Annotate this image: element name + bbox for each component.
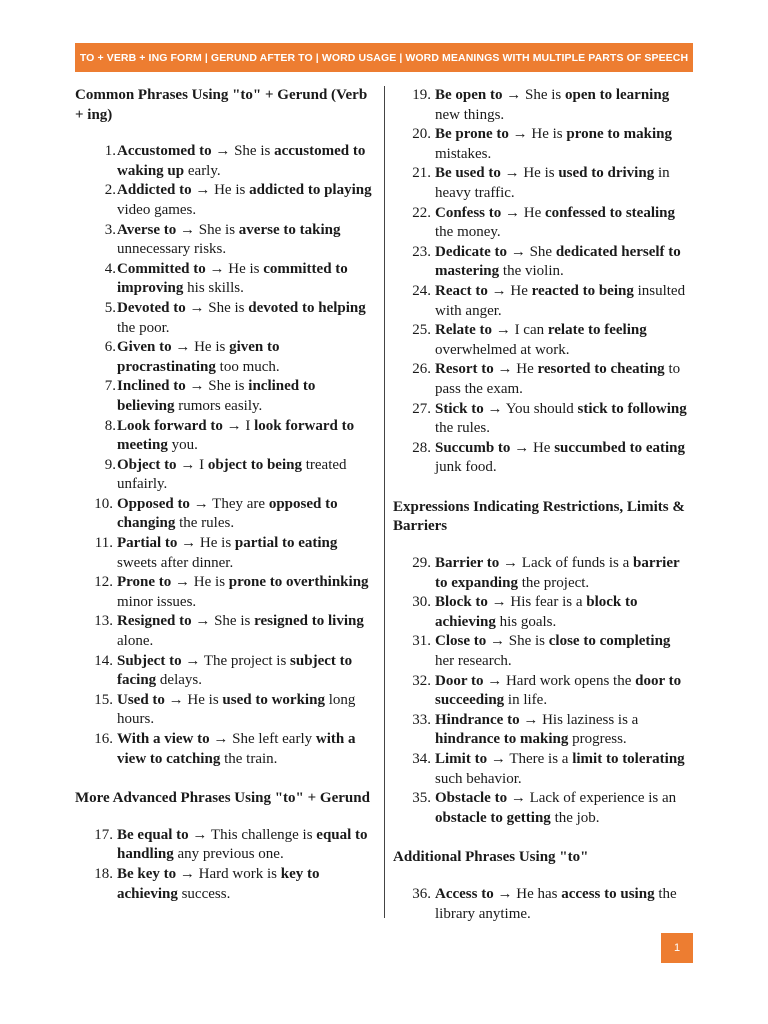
example-prefix: You should — [505, 400, 578, 417]
example-suffix: the library anytime. — [435, 885, 677, 922]
example-prefix: I — [245, 417, 255, 434]
list-item — [393, 439, 693, 478]
arrow-glyph: → — [523, 711, 539, 728]
example-suffix: overwhelmed at work. — [435, 341, 570, 358]
example-highlight: object to being — [207, 456, 302, 473]
example-prefix: The project is — [203, 652, 291, 669]
item-number: 5. — [104, 299, 116, 316]
example-suffix: the project. — [517, 574, 590, 591]
phrase: Barrier to — [435, 555, 500, 572]
item-number: 8. — [104, 417, 116, 434]
arrow-glyph: → — [512, 126, 528, 143]
example-prefix: He is — [194, 339, 230, 356]
example-suffix: insulted with anger. — [435, 282, 686, 319]
example-highlight: opposed to changing — [117, 495, 338, 532]
example-suffix: junk food. — [435, 459, 497, 476]
item-number: 13. — [94, 613, 113, 630]
list-item — [393, 554, 693, 593]
example-highlight: look forward to meeting — [117, 417, 355, 454]
example-suffix: long hours. — [117, 691, 356, 728]
list-item — [75, 691, 375, 730]
example-highlight: averse to taking — [238, 221, 341, 238]
item-number: 34. — [412, 751, 431, 767]
list-restrictions — [393, 554, 693, 828]
phrase: Devoted to — [117, 299, 186, 316]
document-banner: TO + VERB + ING FORM | GERUND AFTER TO | WORD USAGE | WORD MEANINGS WITH MULTIPLE PARTS OF SPEECH — [75, 43, 693, 72]
section-heading-common: Common Phrases Using "to" + Gerund (Verb + ing) — [75, 87, 368, 123]
example-suffix: sweets after dinner. — [117, 554, 234, 571]
arrow-glyph: → — [209, 260, 225, 277]
list-item — [393, 711, 693, 750]
example-prefix: She is — [525, 87, 566, 103]
list-item — [75, 142, 375, 181]
example-prefix: Hard work is — [198, 865, 281, 882]
phrase: Partial to — [117, 535, 178, 552]
item-number: 20. — [412, 126, 431, 143]
list-item — [75, 495, 375, 534]
example-prefix: He is — [199, 535, 235, 552]
example-prefix: He — [516, 361, 538, 378]
example-suffix: too much. — [215, 358, 280, 375]
list-item — [393, 885, 693, 924]
example-suffix: her research. — [435, 653, 512, 670]
example-highlight: obstacle to getting — [435, 809, 551, 826]
item-number: 2. — [104, 182, 116, 199]
item-number: 17. — [94, 826, 113, 843]
list-item — [393, 321, 693, 360]
item-number: 9. — [104, 456, 116, 473]
phrase: Accustomed to — [117, 143, 212, 160]
list-item — [393, 400, 693, 439]
example-highlight: partial to eating — [234, 535, 338, 552]
section-heading-restrictions: Expressions Indicating Restrictions, Limits & Barriers — [393, 498, 685, 535]
item-number: 35. — [412, 790, 431, 807]
example-suffix: you. — [167, 437, 198, 454]
example-suffix: minor issues. — [117, 593, 197, 610]
list-item — [393, 672, 693, 711]
item-number: 15. — [94, 691, 113, 708]
list-item — [393, 282, 693, 321]
example-highlight: hindrance to making — [435, 731, 569, 748]
list-item — [75, 612, 375, 651]
phrase: Confess to — [435, 204, 502, 221]
phrase: Resigned to — [117, 613, 192, 630]
phrase: Be open to — [435, 87, 503, 103]
list-item — [75, 730, 375, 769]
item-number: 18. — [94, 865, 113, 882]
example-prefix: She is — [508, 633, 549, 650]
arrow-glyph: → — [195, 613, 211, 630]
section-heading-additional: Additional Phrases Using "to" — [393, 849, 589, 866]
item-number: 27. — [412, 400, 431, 417]
arrow-glyph: → — [487, 400, 503, 417]
list-item — [393, 632, 693, 671]
example-suffix: progress. — [568, 731, 627, 748]
phrase: Addicted to — [117, 182, 192, 199]
arrow-glyph: → — [195, 182, 211, 199]
example-highlight: used to driving — [558, 165, 655, 182]
list-item — [75, 221, 375, 260]
item-number: 22. — [412, 204, 431, 221]
arrow-glyph: → — [226, 417, 242, 434]
phrase: Dedicate to — [435, 243, 508, 260]
phrase: Opposed to — [117, 495, 190, 512]
example-suffix: rumors easily. — [174, 397, 263, 414]
example-suffix: treated unfairly. — [117, 456, 347, 493]
arrow-glyph: → — [505, 204, 520, 221]
arrow-glyph: → — [495, 322, 511, 339]
example-suffix: any previous one. — [173, 846, 284, 863]
arrow-glyph: → — [168, 691, 184, 708]
example-highlight: succumbed to eating — [554, 439, 686, 456]
example-prefix: Lack of funds is a — [521, 555, 633, 572]
item-number: 28. — [412, 439, 431, 456]
example-highlight: open to learning — [565, 87, 670, 103]
item-number: 30. — [412, 594, 431, 611]
arrow-glyph: → — [506, 87, 522, 103]
arrow-glyph: → — [504, 165, 520, 182]
item-number: 10. — [94, 495, 113, 512]
example-highlight: inclined to believing — [117, 378, 316, 414]
item-number: 32. — [412, 672, 431, 689]
page-number: 1 — [661, 933, 693, 963]
phrase: Stick to — [435, 400, 484, 417]
phrase: Door to — [435, 672, 484, 689]
example-prefix: She is — [208, 299, 249, 316]
example-highlight: given to procrastinating — [117, 339, 280, 375]
example-highlight: block to achieving — [435, 594, 638, 630]
phrase: Relate to — [435, 322, 493, 339]
arrow-glyph: → — [180, 221, 196, 238]
list-item — [75, 181, 375, 220]
phrase: React to — [435, 282, 488, 299]
example-prefix: He is — [187, 691, 223, 708]
example-highlight: reacted to being — [531, 282, 634, 299]
arrow-glyph: → — [181, 535, 197, 552]
arrow-glyph: → — [189, 299, 205, 316]
list-item — [75, 299, 375, 338]
phrase: Limit to — [435, 751, 488, 767]
example-suffix: in life. — [504, 692, 548, 709]
list-item — [75, 377, 375, 416]
arrow-glyph: → — [510, 790, 526, 807]
left-column — [75, 86, 375, 904]
example-prefix: He is — [531, 126, 567, 143]
example-prefix: She is — [208, 378, 249, 395]
phrase: Object to — [117, 456, 177, 473]
example-highlight: resorted to cheating — [537, 361, 665, 378]
arrow-glyph: → — [179, 865, 195, 882]
example-highlight: key to achieving — [117, 865, 320, 902]
example-highlight: resigned to living — [254, 613, 364, 630]
phrase: Resort to — [435, 361, 494, 378]
item-number: 1. — [104, 143, 116, 160]
example-prefix: He — [523, 204, 545, 221]
example-highlight: access to using — [561, 885, 655, 902]
list-item — [393, 593, 693, 632]
list-item — [75, 652, 375, 691]
example-highlight: relate to feeling — [547, 322, 647, 339]
example-prefix: His fear is a — [510, 594, 587, 611]
example-highlight: addicted to playing — [249, 182, 372, 199]
phrase: Look forward to — [117, 417, 223, 434]
item-number: 36. — [412, 885, 431, 902]
item-number: 16. — [94, 731, 113, 747]
example-highlight: close to completing — [548, 633, 671, 650]
arrow-glyph: → — [491, 282, 507, 299]
example-suffix: the poor. — [117, 319, 170, 336]
item-number: 26. — [412, 361, 431, 378]
item-number: 21. — [412, 165, 431, 182]
phrase: Access to — [435, 885, 494, 902]
phrase: Obstacle to — [435, 790, 508, 807]
list-item — [393, 789, 693, 828]
phrase: With a view to — [117, 731, 210, 747]
arrow-glyph: → — [491, 594, 507, 611]
example-suffix: alone. — [117, 633, 154, 650]
item-number: 14. — [94, 652, 113, 669]
example-highlight: committed to improving — [117, 260, 348, 297]
list-item — [75, 534, 375, 573]
arrow-glyph: → — [185, 652, 201, 669]
arrow-glyph: → — [180, 456, 196, 473]
example-highlight: prone to overthinking — [228, 574, 369, 591]
example-suffix: in heavy traffic. — [435, 165, 670, 201]
phrase: Prone to — [117, 574, 172, 591]
example-highlight: limit to tolerating — [572, 751, 685, 767]
phrase: Subject to — [117, 652, 182, 669]
arrow-glyph: → — [503, 555, 519, 572]
arrow-glyph: → — [192, 826, 208, 843]
section-heading-advanced: More Advanced Phrases Using "to" + Gerund — [75, 790, 370, 807]
arrow-glyph: → — [490, 751, 506, 767]
list-item — [75, 826, 375, 865]
example-prefix: He is — [193, 574, 229, 591]
example-prefix: She is — [234, 143, 275, 160]
example-suffix: unnecessary risks. — [117, 241, 227, 258]
item-number: 3. — [104, 221, 116, 238]
example-prefix: She is — [198, 221, 239, 238]
example-prefix: He has — [516, 885, 562, 902]
phrase: Be used to — [435, 165, 501, 182]
item-number: 23. — [412, 243, 431, 260]
list-item — [75, 456, 375, 495]
arrow-glyph: → — [490, 633, 505, 650]
example-suffix: early. — [184, 162, 221, 179]
list-item — [75, 417, 375, 456]
item-number: 33. — [412, 711, 431, 728]
phrase: Be equal to — [117, 826, 189, 843]
phrase: Used to — [117, 691, 165, 708]
arrow-glyph: → — [189, 378, 205, 395]
arrow-glyph: → — [497, 361, 513, 378]
example-prefix: He is — [214, 182, 250, 199]
example-highlight: barrier to expanding — [435, 555, 680, 591]
example-prefix: This challenge is — [210, 826, 317, 843]
example-prefix: She is — [214, 613, 255, 630]
example-suffix: delays. — [156, 672, 202, 689]
example-prefix: She left early — [232, 731, 316, 747]
phrase: Averse to — [117, 221, 177, 238]
arrow-glyph: → — [487, 672, 503, 689]
example-suffix: his goals. — [495, 613, 557, 630]
phrase: Committed to — [117, 260, 206, 277]
example-prefix: Hard work opens the — [505, 672, 636, 689]
example-prefix: She — [529, 243, 556, 260]
arrow-glyph: → — [510, 243, 526, 260]
item-number: 31. — [412, 633, 431, 650]
example-highlight: with a view to catching — [117, 731, 356, 767]
list-item — [393, 204, 693, 243]
example-highlight: stick to following — [577, 400, 687, 417]
example-prefix: Lack of experience is an — [529, 790, 677, 807]
item-number: 19. — [412, 87, 431, 103]
item-number: 11. — [94, 535, 113, 552]
arrow-glyph: → — [193, 495, 209, 512]
list-item — [75, 865, 375, 904]
list-item — [393, 125, 693, 164]
list-item — [75, 338, 375, 377]
phrase: Given to — [117, 339, 172, 356]
list-item — [393, 86, 693, 125]
example-highlight: confessed to stealing — [545, 204, 675, 221]
example-suffix: the train. — [220, 750, 278, 767]
list-advanced-part2 — [393, 86, 693, 478]
example-highlight: door to succeeding — [435, 672, 682, 709]
item-number: 6. — [104, 339, 116, 356]
example-prefix: He — [510, 282, 532, 299]
list-item — [75, 260, 375, 299]
phrase: Be prone to — [435, 126, 509, 143]
phrase: Be key to — [117, 865, 177, 882]
arrow-glyph: → — [497, 885, 513, 902]
right-column — [393, 86, 693, 924]
example-highlight: used to working — [222, 691, 325, 708]
example-suffix: the job. — [550, 809, 600, 826]
arrow-glyph: → — [215, 143, 231, 160]
phrase: Close to — [435, 633, 487, 650]
list-advanced-part1 — [75, 826, 375, 904]
list-additional — [393, 885, 693, 924]
example-suffix: such behavior. — [435, 770, 522, 787]
example-prefix: They are — [212, 495, 269, 512]
item-number: 4. — [104, 260, 116, 277]
item-number: 24. — [412, 282, 431, 299]
example-highlight: subject to facing — [117, 652, 353, 689]
item-number: 29. — [412, 555, 431, 572]
example-highlight: equal to handling — [117, 826, 368, 863]
list-common — [75, 142, 375, 769]
example-prefix: He — [532, 439, 555, 456]
example-suffix: the rules. — [435, 420, 490, 437]
phrase: Hindrance to — [435, 711, 520, 728]
example-prefix: He is — [228, 260, 264, 277]
item-number: 7. — [104, 378, 116, 395]
arrow-glyph: → — [175, 339, 191, 356]
example-suffix: mistakes. — [435, 145, 492, 162]
example-prefix: I can — [514, 322, 548, 339]
phrase: Succumb to — [435, 439, 511, 456]
item-number: 25. — [412, 322, 431, 339]
arrow-glyph: → — [175, 574, 191, 591]
example-suffix: new things. — [435, 106, 505, 123]
phrase: Block to — [435, 594, 488, 611]
example-highlight: accustomed to waking up — [117, 143, 366, 179]
list-item — [75, 573, 375, 612]
example-suffix: his skills. — [183, 280, 244, 297]
list-item — [393, 360, 693, 399]
example-prefix: His laziness is a — [542, 711, 639, 728]
example-highlight: devoted to helping — [248, 299, 366, 316]
example-suffix: video games. — [117, 201, 197, 218]
example-suffix: to pass the exam. — [435, 361, 681, 397]
arrow-glyph: → — [213, 731, 229, 747]
example-suffix: the violin. — [499, 263, 564, 280]
example-suffix: the money. — [435, 224, 501, 241]
arrow-glyph: → — [514, 439, 530, 456]
example-suffix: the rules. — [175, 515, 235, 532]
example-prefix: I — [199, 456, 208, 473]
example-prefix: There is a — [509, 751, 573, 767]
column-divider — [384, 86, 385, 918]
phrase: Inclined to — [117, 378, 186, 395]
item-number: 12. — [94, 574, 113, 591]
list-item — [393, 164, 693, 203]
example-suffix: success. — [177, 885, 231, 902]
example-highlight: prone to making — [566, 126, 672, 143]
list-item — [393, 750, 693, 789]
example-prefix: He is — [523, 165, 559, 182]
list-item — [393, 243, 693, 282]
example-highlight: dedicated herself to mastering — [435, 243, 681, 280]
